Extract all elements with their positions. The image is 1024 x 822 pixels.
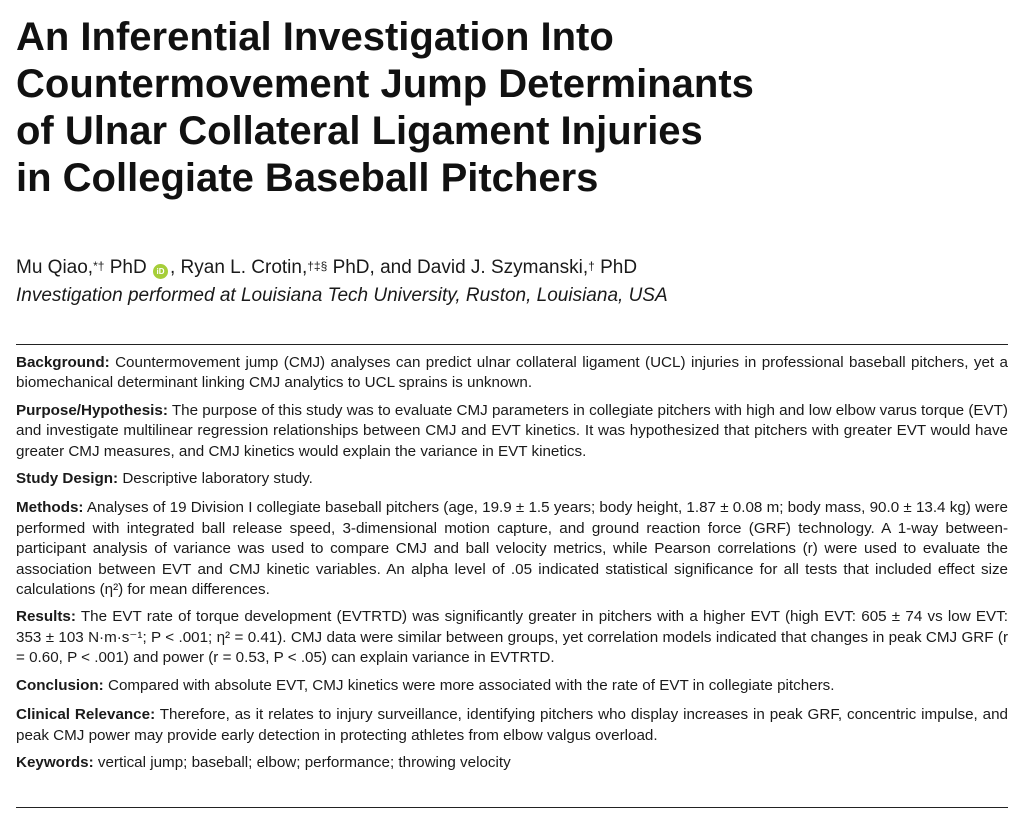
keywords-text: vertical jump; baseball; elbow; performance; throwing velocity bbox=[97, 753, 511, 771]
abstract-purpose bbox=[16, 401, 1008, 462]
methods-text: Analyses of 19 Division I collegiate baseball pitchers (age, 19.9 ± 1.5 years; body height, 1.87 ± 0.08 m; body mass, 90.0 ± 13.4 kg) were performed with integrated ball release speed, 3-dimensional motion capture, and ground reaction force (GRF) technology. A 1-way between-participant analysis of variance was used to compare CMJ and ball velocity metrics, while Pearson correlations (r) were used to evaluate the association between EVT and CMJ kinetic variables. An alpha level of .05 indicated statistical significance for all tests that included effect size calculations (η²) for mean differences. bbox=[16, 499, 1008, 599]
results-text: The EVT rate of torque development (EVTRTD) was significantly greater in pitchers with a higher EVT (high EVT: 605 ± 74 vs low EVT: 353 ± 103 N·m·s⁻¹; P < .001; η² = 0.41). CMJ data were similar between groups, yet correlation models indicated that changes in peak CMJ GRF (r = 0.60, P < .001) and power (r = 0.53, P < .05) can explain variance in EVTRTD. bbox=[16, 608, 1008, 667]
abstract-keywords bbox=[16, 753, 1008, 773]
background-text: Countermovement jump (CMJ) analyses can predict ulnar collateral ligament (UCL) injuries in professional baseball pitchers, yet a biomechanical determinant linking CMJ analytics to UCL sprains is unknown. bbox=[16, 354, 1008, 392]
purpose-label: Purpose/Hypothesis: bbox=[16, 401, 168, 419]
author-1-marks: *† bbox=[93, 259, 105, 273]
title-line-2: Countermovement Jump Determinants bbox=[16, 62, 754, 106]
abstract-background bbox=[16, 353, 1008, 394]
author-2-name: , Ryan L. Crotin, bbox=[169, 257, 308, 278]
abstract-clinical-relevance bbox=[16, 705, 1008, 746]
conclusion-label: Conclusion: bbox=[16, 676, 104, 694]
author-3-degree: PhD bbox=[600, 257, 638, 278]
methods-label: Methods: bbox=[16, 499, 84, 517]
abstract-box bbox=[16, 344, 1008, 808]
clinical-text: Therefore, as it relates to injury surveillance, identifying pitchers who display increases in peak GRF, concentric impulse, and peak CMJ power may provide early detection in protecting athletes from elbow valgus overload. bbox=[16, 706, 1008, 744]
clinical-label: Clinical Relevance: bbox=[16, 706, 156, 724]
abstract-methods bbox=[16, 498, 1008, 600]
author-list bbox=[16, 255, 1006, 281]
article-title bbox=[16, 14, 1006, 202]
author-2-degree: PhD, and David J. Szymanski, bbox=[332, 257, 589, 278]
design-text: Descriptive laboratory study. bbox=[122, 470, 313, 488]
title-line-1: An Inferential Investigation Into bbox=[16, 15, 614, 59]
abstract-results bbox=[16, 607, 1008, 668]
author-1-degree: PhD bbox=[109, 257, 147, 278]
background-label: Background: bbox=[16, 354, 110, 371]
abstract-conclusion bbox=[16, 676, 1008, 696]
author-3-marks: † bbox=[588, 259, 595, 273]
affiliation: Investigation performed at Louisiana Tech University, Ruston, Louisiana, USA bbox=[16, 285, 668, 306]
keywords-label: Keywords: bbox=[16, 753, 94, 771]
design-label: Study Design: bbox=[16, 470, 119, 488]
results-label: Results: bbox=[16, 608, 76, 626]
author-2-marks: †‡§ bbox=[307, 259, 328, 273]
author-1-name: Mu Qiao, bbox=[16, 257, 94, 278]
purpose-text: The purpose of this study was to evaluate CMJ parameters in collegiate pitchers with high and low elbow varus torque (EVT) and investigate multilinear regression relationships between CMJ and EVT kinetics. It was hypothesized that pitchers with greater EVT would have greater CMJ measures, and CMJ kinetics would explain the variance in EVT kinetics. bbox=[16, 401, 1008, 460]
title-line-4: in Collegiate Baseball Pitchers bbox=[16, 156, 599, 200]
title-line-3: of Ulnar Collateral Ligament Injuries bbox=[16, 109, 703, 153]
orcid-icon[interactable]: iD bbox=[153, 264, 168, 279]
abstract-study-design bbox=[16, 469, 1008, 489]
conclusion-text: Compared with absolute EVT, CMJ kinetics were more associated with the rate of EVT in collegiate pitchers. bbox=[107, 676, 835, 694]
